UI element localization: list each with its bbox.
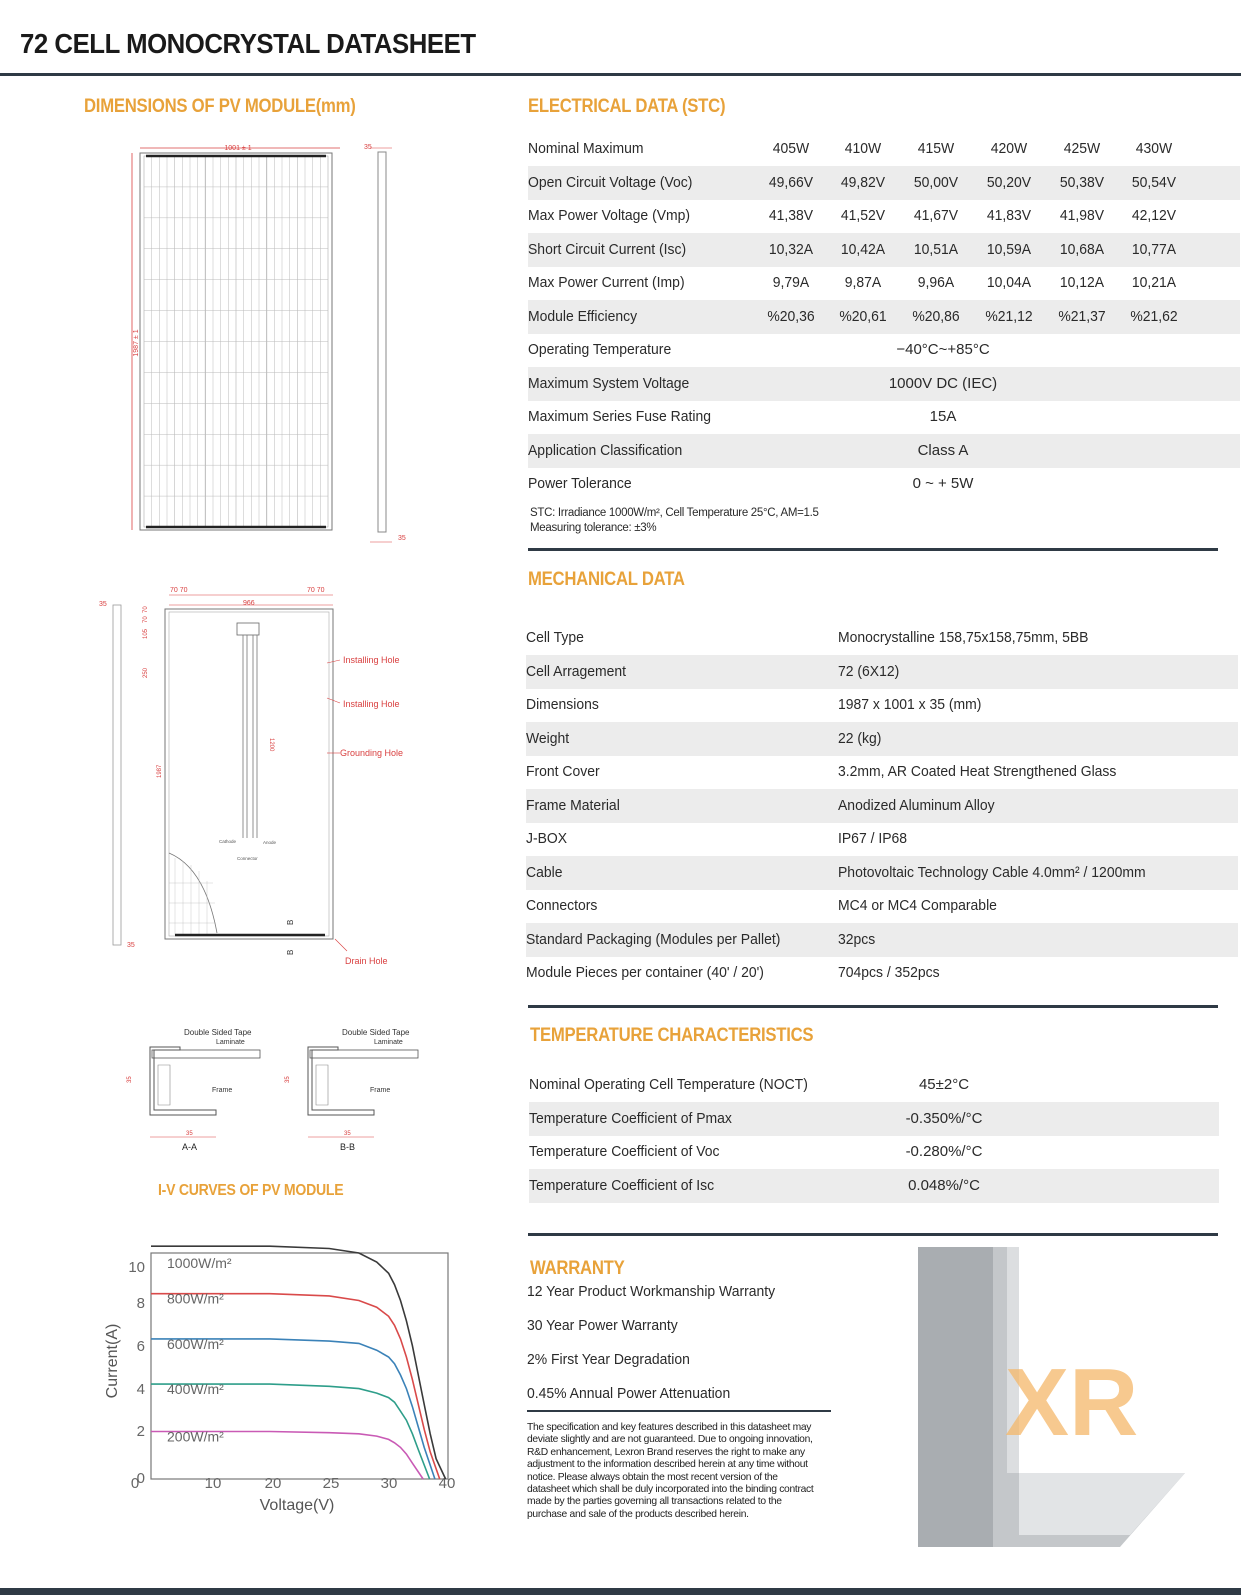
electrical-value: 10,51A [913, 240, 959, 258]
svg-text:70 70: 70 70 [307, 587, 325, 594]
temperature-value: -0.350%/°C [905, 1109, 983, 1127]
mechanical-row [526, 956, 1238, 990]
front-width-label: 1001 ± 1 [224, 145, 252, 152]
frame-section-drawings [120, 1025, 430, 1160]
electrical-label: Maximum System Voltage [528, 374, 690, 392]
electrical-label: Operating Temperature [528, 341, 672, 358]
mechanical-row [526, 923, 1238, 957]
electrical-value: 50,54V [1131, 173, 1177, 191]
electrical-label: Max Power Current (Imp) [528, 274, 685, 291]
x-tick-label: 40 [438, 1475, 456, 1492]
svg-text:A-A: A-A [182, 1142, 198, 1152]
electrical-value: 50,20V [986, 173, 1032, 191]
mechanical-label: Weight [526, 729, 570, 747]
mechanical-value: 1987 x 1001 x 35 (mm) [838, 696, 982, 713]
mechanical-value: 72 (6X12) [838, 662, 900, 680]
mechanical-row [526, 889, 1238, 923]
mechanical-value: Anodized Aluminum Alloy [838, 796, 995, 814]
svg-text:Double Sided Tape: Double Sided Tape [184, 1028, 252, 1037]
temperature-label: Nominal Operating Cell Temperature (NOCT) [529, 1076, 808, 1093]
svg-text:250: 250 [143, 667, 149, 678]
electrical-row [528, 300, 1240, 334]
iv-curves-title: I-V CURVES OF PV MODULE [158, 1182, 344, 1199]
electrical-value: 49,82V [840, 173, 886, 191]
temperature-row [529, 1135, 1219, 1169]
mechanical-row [526, 789, 1238, 823]
svg-text:1987: 1987 [157, 764, 163, 778]
y-axis-label: Current(A) [104, 1323, 121, 1399]
y-tick-label: 0 [136, 1470, 145, 1487]
mechanical-value: Photovoltaic Technology Cable 4.0mm² / 1200mm [838, 863, 1146, 881]
electrical-value: 10,68A [1059, 240, 1105, 258]
mechanical-label: Connectors [526, 897, 598, 914]
front-view-drawing [120, 138, 420, 548]
electrical-row [528, 233, 1240, 267]
dimensions-title: DIMENSIONS OF PV MODULE(mm) [84, 96, 356, 117]
svg-text:Frame: Frame [212, 1087, 233, 1094]
stc-note: STC: Irradiance 1000W/m², Cell Temperature 25°C, AM=1.5 [530, 507, 819, 519]
tolerance-note: Measuring tolerance: ±3% [530, 522, 657, 534]
mechanical-row [526, 755, 1238, 789]
electrical-value: 9,96A [917, 274, 955, 291]
mechanical-value: MC4 or MC4 Comparable [838, 897, 997, 914]
iv-curve-chart [95, 1245, 465, 1525]
electrical-value: 9,79A [772, 274, 810, 291]
temperature-row [529, 1169, 1219, 1203]
mechanical-row [526, 856, 1238, 890]
y-tick-label: 4 [136, 1381, 145, 1398]
electrical-label: Module Efficiency [528, 307, 638, 325]
electrical-value: %21,62 [1130, 307, 1178, 325]
y-tick-label: 8 [136, 1295, 145, 1312]
electrical-row [528, 333, 1240, 367]
electrical-value: %21,37 [1058, 307, 1106, 325]
mechanical-value: 3.2mm, AR Coated Heat Strengthened Glass [838, 763, 1117, 780]
electrical-value: 10,77A [1131, 240, 1177, 258]
x-tick-label: 25 [322, 1475, 340, 1492]
electrical-value: 410W [844, 140, 882, 157]
back-view-drawing [95, 583, 425, 973]
svg-text:Cathode: Cathode [219, 839, 237, 844]
mechanical-value: 704pcs / 352pcs [838, 964, 940, 981]
electrical-value: 405W [772, 140, 810, 157]
electrical-value: %20,86 [912, 307, 960, 325]
electrical-value: −40°C~+85°C [896, 341, 990, 358]
mechanical-label: Module Pieces per container (40' / 20') [526, 964, 764, 981]
y-tick-label: 6 [136, 1338, 145, 1355]
header-divider [0, 73, 1241, 76]
svg-text:70: 70 [143, 616, 149, 623]
warranty-title: WARRANTY [530, 1258, 625, 1279]
front-height-label: 1987 ± 1 [133, 329, 140, 357]
temperature-label: Temperature Coefficient of Pmax [529, 1109, 732, 1127]
temperature-title: TEMPERATURE CHARACTERISTICS [530, 1025, 814, 1046]
svg-text:70 70: 70 70 [170, 587, 188, 594]
disclaimer-text: The specification and key features described in this datasheet may deviate slightly and are not guaranteed. Due to ongoing innovation, R&D enhancement, Lexron Brand reserves the right to make any adjustment to the information described herein at any time without notice. Please always obtain the most recent version of the datasheet which shall be duly incorporated into the binding contract made by the parties governing all transactions related to the purchase and sale of the products described herein. [527, 1422, 814, 1520]
electrical-title: ELECTRICAL DATA (STC) [528, 96, 726, 117]
svg-text:35: 35 [127, 1076, 133, 1083]
svg-text:Laminate: Laminate [374, 1039, 403, 1046]
electrical-row [528, 132, 1240, 166]
electrical-label: Application Classification [528, 441, 683, 459]
section-divider [528, 1233, 1218, 1236]
electrical-value: 50,00V [913, 173, 959, 191]
mechanical-row [526, 722, 1238, 756]
temperature-value: 45±2°C [918, 1076, 970, 1093]
section-b-b [285, 1028, 418, 1152]
section-divider [528, 548, 1218, 551]
x-tick-label: 30 [380, 1475, 398, 1492]
mechanical-label: Dimensions [526, 696, 599, 713]
electrical-row [528, 367, 1240, 401]
electrical-value: %20,61 [839, 307, 887, 325]
electrical-value: 10,32A [768, 240, 814, 258]
warranty-item: 2% First Year Degradation [527, 1351, 690, 1368]
svg-text:35: 35 [285, 1076, 291, 1083]
mechanical-label: Frame Material [526, 796, 620, 814]
series-label: 400W/m² [167, 1381, 224, 1398]
warranty-item: 12 Year Product Workmanship Warranty [527, 1283, 776, 1300]
svg-text:35: 35 [99, 601, 107, 608]
electrical-value: 10,12A [1059, 274, 1105, 291]
mechanical-value: Monocrystalline 158,75x158,75mm, 5BB [838, 629, 1089, 646]
electrical-value: 10,21A [1131, 274, 1177, 291]
installing-hole-label-1: Installing Hole [343, 655, 400, 665]
svg-text:B: B [286, 919, 295, 925]
svg-text:Double Sided Tape: Double Sided Tape [342, 1028, 410, 1037]
series-label: 200W/m² [167, 1428, 224, 1445]
x-tick-label: 10 [204, 1475, 222, 1492]
brand-logo-graphic [900, 1245, 1220, 1550]
temperature-label: Temperature Coefficient of Voc [529, 1143, 720, 1160]
series-label: 1000W/m² [167, 1255, 232, 1272]
logo-text: XR [1005, 1349, 1139, 1456]
warranty-item: 30 Year Power Warranty [527, 1317, 678, 1334]
electrical-row [528, 467, 1240, 501]
electrical-value: 9,87A [844, 274, 882, 291]
electrical-row [528, 400, 1240, 434]
footer-bar [0, 1588, 1241, 1595]
electrical-value: 41,52V [840, 207, 886, 224]
svg-text:966: 966 [243, 600, 255, 607]
mechanical-value: IP67 / IP68 [838, 830, 908, 847]
electrical-label: Maximum Series Fuse Rating [528, 408, 711, 425]
electrical-label: Power Tolerance [528, 475, 632, 492]
logo-bar [918, 1247, 993, 1547]
electrical-row [528, 166, 1240, 200]
x-tick-label: 20 [264, 1475, 282, 1492]
svg-text:Laminate: Laminate [216, 1039, 245, 1046]
electrical-value: 15A [929, 408, 957, 425]
electrical-value: 10,59A [986, 240, 1032, 258]
y-tick-label: 10 [128, 1259, 145, 1276]
mechanical-row [526, 621, 1238, 655]
temperature-row [529, 1068, 1219, 1102]
electrical-value: %20,36 [767, 307, 815, 325]
series-label: 800W/m² [167, 1290, 224, 1307]
drain-hole-label: Drain Hole [345, 956, 388, 966]
svg-text:Connector: Connector [237, 856, 258, 861]
svg-text:B-B: B-B [340, 1142, 356, 1152]
mechanical-title: MECHANICAL DATA [528, 569, 685, 590]
electrical-label: Open Circuit Voltage (Voc) [528, 173, 693, 191]
mechanical-value: 22 (kg) [838, 729, 882, 747]
electrical-value: %21,12 [985, 307, 1033, 325]
warranty-divider [527, 1410, 831, 1412]
x-axis-label: Voltage(V) [259, 1497, 335, 1514]
electrical-row [528, 434, 1240, 468]
svg-text:105: 105 [143, 628, 149, 639]
svg-text:70: 70 [143, 606, 149, 613]
mechanical-label: Standard Packaging (Modules per Pallet) [526, 930, 781, 948]
mechanical-row [526, 688, 1238, 722]
electrical-label: Short Circuit Current (Isc) [528, 240, 687, 258]
mechanical-label: Cell Type [526, 629, 584, 646]
mechanical-row [526, 655, 1238, 689]
electrical-value: 50,38V [1059, 173, 1105, 191]
mechanical-label: Front Cover [526, 763, 600, 780]
temperature-value: 0.048%/°C [908, 1176, 980, 1194]
electrical-value: 10,04A [986, 274, 1032, 291]
svg-text:35: 35 [186, 1131, 193, 1137]
electrical-value: 420W [990, 140, 1028, 157]
depth-top-label: 35 [364, 144, 372, 151]
svg-text:Frame: Frame [370, 1087, 391, 1094]
electrical-label: Max Power Voltage (Vmp) [528, 207, 691, 224]
electrical-value: 10,42A [840, 240, 886, 258]
section-a-a [127, 1028, 260, 1152]
electrical-value: 1000V DC (IEC) [888, 374, 998, 392]
svg-text:35: 35 [344, 1131, 351, 1137]
series-line [151, 1339, 435, 1479]
mechanical-label: Cell Arragement [526, 662, 627, 680]
electrical-label: Nominal Maximum [528, 140, 644, 157]
temperature-value: -0.280%/°C [905, 1143, 983, 1160]
mechanical-value: 32pcs [838, 930, 876, 948]
temperature-row [529, 1102, 1219, 1136]
svg-text:35: 35 [127, 942, 135, 949]
electrical-value: 49,66V [768, 173, 814, 191]
installing-hole-label-2: Installing Hole [343, 699, 400, 709]
svg-text:B: B [286, 949, 295, 955]
page-title: 72 CELL MONOCRYSTAL DATASHEET [20, 28, 476, 59]
electrical-value: 41,98V [1059, 207, 1105, 224]
mechanical-row [526, 822, 1238, 856]
y-tick-label: 2 [136, 1423, 145, 1440]
electrical-value: 41,83V [986, 207, 1032, 224]
mechanical-label: Cable [526, 863, 563, 881]
chart-plot-area [151, 1253, 448, 1479]
electrical-value: 425W [1063, 140, 1101, 157]
electrical-value: 415W [917, 140, 955, 157]
electrical-row [528, 266, 1240, 300]
electrical-value: Class A [917, 441, 969, 459]
electrical-value: 42,12V [1131, 207, 1177, 224]
svg-text:1200: 1200 [268, 738, 274, 752]
warranty-item: 0.45% Annual Power Attenuation [527, 1385, 731, 1402]
x-tick-label: 0 [130, 1475, 140, 1492]
svg-text:Anode: Anode [263, 840, 277, 845]
grounding-hole-label: Grounding Hole [340, 748, 404, 758]
electrical-value: 41,38V [768, 207, 814, 224]
series-label: 600W/m² [167, 1335, 224, 1352]
electrical-row [528, 199, 1240, 233]
electrical-value: 430W [1135, 140, 1173, 157]
electrical-value: 0 ~ + 5W [912, 475, 974, 492]
section-divider [528, 1005, 1218, 1008]
depth-bottom-label: 35 [398, 535, 406, 542]
electrical-value: 41,67V [913, 207, 959, 224]
temperature-label: Temperature Coefficient of Isc [529, 1176, 715, 1194]
mechanical-label: J-BOX [526, 830, 568, 847]
